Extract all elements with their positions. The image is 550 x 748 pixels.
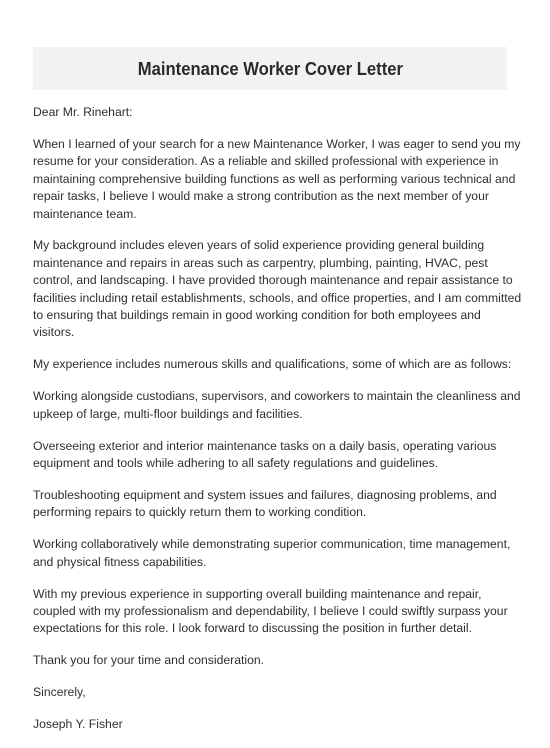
paragraph-skill-2: Overseeing exterior and interior maintenance tasks on a daily basis, operating various equipment and tools while adhering to all safety regulations and guidelines. <box>33 438 497 470</box>
paragraph-skill-1: Working alongside custodians, supervisors, and coworkers to maintain the cleanliness and upkeep of large, multi-floor buildings and facilities. <box>33 389 521 421</box>
paragraph-skill-4: Working collaboratively while demonstrating superior communication, time management, and physical fitness capabilities. <box>33 537 511 569</box>
paragraph-conclusion: With my previous experience in supporting overall building maintenance and repair, coupled with my professionalism and dependability, I believe I could swiftly surpass your expectations for this role. I look forward to discussing the position in further detail. <box>33 586 508 636</box>
title-band <box>33 47 507 90</box>
closing: Sincerely, <box>33 685 86 700</box>
paragraph-thanks: Thank you for your time and consideration. <box>33 653 265 668</box>
signature: Joseph Y. Fisher <box>33 717 123 732</box>
letter-body <box>33 104 523 748</box>
paragraph-intro: When I learned of your search for a new Maintenance Worker, I was eager to send you my resume for your consideration. As a reliable and skilled professional with experience in maintaining comprehensive building functions as well as performing various technical and repair tasks, I believe I would make a strong contribution as the next member of your maintenance team. <box>33 136 521 221</box>
paragraph-skill-3: Troubleshooting equipment and system issues and failures, diagnosing problems, and performing repairs to quickly return them to working condition. <box>33 487 497 520</box>
paragraph-background: My background includes eleven years of solid experience providing general building maintenance and repairs in areas such as carpentry, plumbing, painting, HVAC, pest control, and landscaping. I have provided thorough maintenance and repair assistance to facilities including retail establishments, schools, and office properties, and I am committed to ensuring that buildings remain in good working condition for both employees and visitors. <box>33 238 522 340</box>
salutation: Dear Mr. Rinehart: <box>33 105 133 119</box>
paragraph-skills-intro: My experience includes numerous skills and qualifications, some of which are as follows: <box>33 357 512 372</box>
letter-title: Maintenance Worker Cover Letter <box>137 57 403 79</box>
